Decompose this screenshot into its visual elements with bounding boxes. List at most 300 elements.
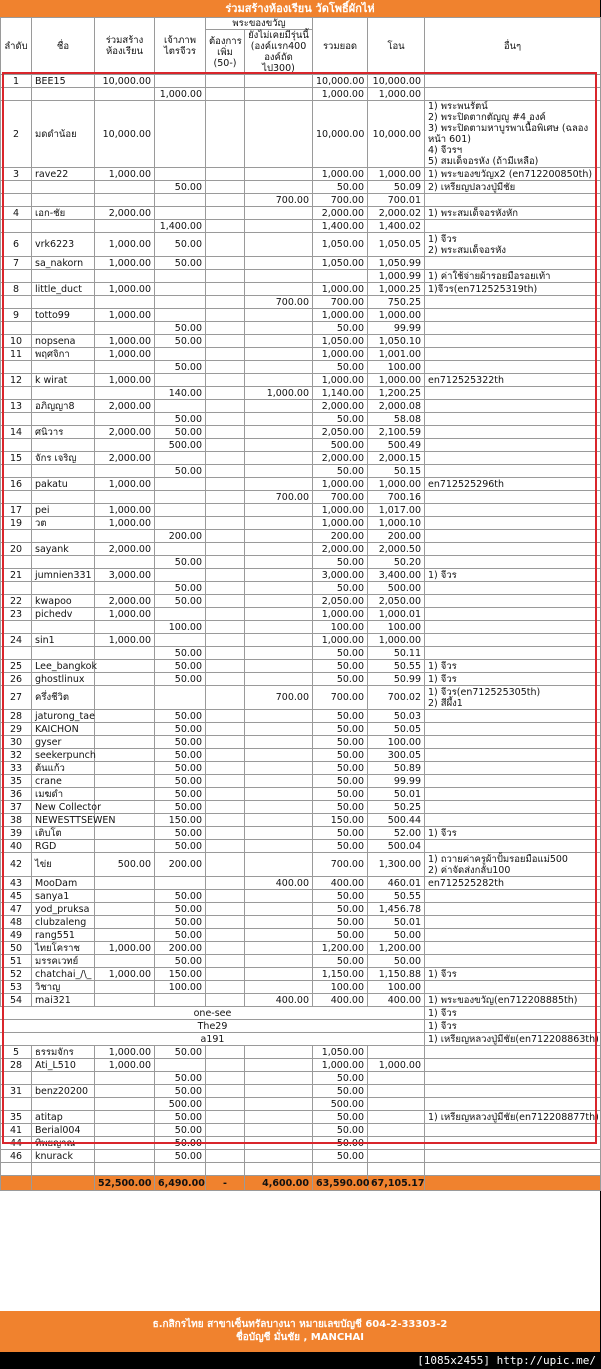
- cell-transfer: [368, 1072, 425, 1085]
- spacer-row: [1, 1163, 601, 1176]
- cell-other: [425, 400, 601, 413]
- table-row: [1, 723, 601, 736]
- cell-amulet-extra: [206, 194, 245, 207]
- cell-classroom: [95, 439, 155, 452]
- cell-amulet-new: [245, 903, 313, 916]
- cell-amulet-new: [245, 465, 313, 478]
- cell-amulet-extra: [206, 814, 245, 827]
- cell-name: [32, 296, 95, 309]
- cell-name: little_duct: [32, 283, 95, 296]
- cell-amulet-extra: [206, 853, 245, 877]
- col-other: อื่นๆ: [425, 18, 601, 75]
- cell-total: 2,050.00: [313, 426, 368, 439]
- cell-amulet-extra: [206, 220, 245, 233]
- cell-seq: 13: [1, 400, 32, 413]
- cell-amulet-extra: [206, 903, 245, 916]
- cell-other: 1) จีวร(en712525305th) 2) สีผึ้ง1: [425, 686, 601, 710]
- cell-name: [32, 413, 95, 426]
- cell-classroom: [95, 220, 155, 233]
- cell-amulet-new: [245, 322, 313, 335]
- table-row: [1, 413, 601, 426]
- cell-portrait: 500.00: [155, 439, 206, 452]
- cell-transfer: 1,000.00: [368, 1059, 425, 1072]
- cell-total: 2,000.00: [313, 543, 368, 556]
- cell-other: [425, 736, 601, 749]
- table-row: [1, 595, 601, 608]
- cell-portrait: 50.00: [155, 955, 206, 968]
- cell-transfer: 10,000.00: [368, 75, 425, 88]
- spacer-cell: [206, 1163, 245, 1176]
- cell-seq: [1, 270, 32, 283]
- cell-transfer: 50.05: [368, 723, 425, 736]
- cell-amulet-new: [245, 439, 313, 452]
- table-row: [1, 75, 601, 88]
- cell-amulet-extra: [206, 374, 245, 387]
- cell-seq: 27: [1, 686, 32, 710]
- cell-total: [313, 270, 368, 283]
- table-row: [1, 1098, 601, 1111]
- cell-transfer: 400.00: [368, 994, 425, 1007]
- cell-seq: 1: [1, 75, 32, 88]
- cell-other: 1) พระสมเด็จอรหังหัก: [425, 207, 601, 220]
- cell-other: en712525322th: [425, 374, 601, 387]
- col-amulet-group: พระของขวัญ: [206, 18, 313, 30]
- table-row: [1, 903, 601, 916]
- cell-seq: 45: [1, 890, 32, 903]
- cell-other: [425, 413, 601, 426]
- cell-other: [425, 710, 601, 723]
- cell-name: pakatu: [32, 478, 95, 491]
- cell-other: [425, 762, 601, 775]
- cell-amulet-new: [245, 1124, 313, 1137]
- cell-classroom: [95, 710, 155, 723]
- cell-amulet-new: [245, 723, 313, 736]
- cell-name: ครึ่งชีวิต: [32, 686, 95, 710]
- cell-classroom: [95, 801, 155, 814]
- cell-seq: [1, 582, 32, 595]
- cell-transfer: 50.55: [368, 660, 425, 673]
- cell-amulet-new: 700.00: [245, 194, 313, 207]
- cell-seq: 39: [1, 827, 32, 840]
- cell-transfer: [368, 1137, 425, 1150]
- cell-transfer: 50.55: [368, 890, 425, 903]
- cell-amulet-extra: [206, 426, 245, 439]
- cell-amulet-extra: [206, 361, 245, 374]
- cell-portrait: 50.00: [155, 595, 206, 608]
- cell-amulet-extra: [206, 723, 245, 736]
- cell-amulet-extra: [206, 840, 245, 853]
- cell-portrait: [155, 994, 206, 1007]
- cell-seq: 5: [1, 1046, 32, 1059]
- cell-classroom: 2,000.00: [95, 400, 155, 413]
- cell-transfer: 1,000.99: [368, 270, 425, 283]
- cell-amulet-new: [245, 348, 313, 361]
- cell-transfer: 50.03: [368, 710, 425, 723]
- cell-other: [425, 621, 601, 634]
- cell-amulet-extra: [206, 413, 245, 426]
- cell-portrait: 50.00: [155, 1150, 206, 1163]
- cell-other: [425, 1085, 601, 1098]
- cell-total: 2,000.00: [313, 207, 368, 220]
- cell-total: 50.00: [313, 840, 368, 853]
- cell-amulet-extra: [206, 1098, 245, 1111]
- cell-classroom: 1,000.00: [95, 517, 155, 530]
- cell-amulet-extra: [206, 775, 245, 788]
- cell-transfer: 1,300.00: [368, 853, 425, 877]
- cell-portrait: 50.00: [155, 335, 206, 348]
- table-row: [1, 543, 601, 556]
- cell-classroom: [95, 1085, 155, 1098]
- table-row: [1, 916, 601, 929]
- cell-transfer: 50.00: [368, 955, 425, 968]
- cell-total: 50.00: [313, 1085, 368, 1098]
- cell-total: 500.00: [313, 1098, 368, 1111]
- cell-portrait: 50.00: [155, 840, 206, 853]
- cell-portrait: 50.00: [155, 1137, 206, 1150]
- cell-amulet-new: [245, 968, 313, 981]
- cell-amulet-extra: [206, 660, 245, 673]
- cell-total: 1,000.00: [313, 517, 368, 530]
- cell-transfer: 460.01: [368, 877, 425, 890]
- cell-classroom: [95, 1072, 155, 1085]
- table-row: [1, 801, 601, 814]
- cell-amulet-new: [245, 207, 313, 220]
- cell-portrait: 50.00: [155, 257, 206, 270]
- cell-portrait: [155, 348, 206, 361]
- cell-total: 2,000.00: [313, 400, 368, 413]
- cell-classroom: [95, 270, 155, 283]
- cell-amulet-new: [245, 595, 313, 608]
- cell-total: 50.00: [313, 660, 368, 673]
- table-row: [1, 710, 601, 723]
- extra-name: a191: [1, 1033, 425, 1046]
- cell-other: [425, 361, 601, 374]
- cell-seq: 16: [1, 478, 32, 491]
- cell-amulet-new: [245, 647, 313, 660]
- cell-amulet-new: [245, 181, 313, 194]
- cell-amulet-new: 700.00: [245, 491, 313, 504]
- cell-amulet-extra: [206, 309, 245, 322]
- cell-transfer: 1,001.00: [368, 348, 425, 361]
- cell-amulet-extra: [206, 749, 245, 762]
- cell-other: [425, 439, 601, 452]
- cell-name: vrk6223: [32, 233, 95, 257]
- cell-total: 500.00: [313, 439, 368, 452]
- cell-other: [425, 903, 601, 916]
- cell-transfer: 50.09: [368, 181, 425, 194]
- col-name: ชื่อ: [32, 18, 95, 75]
- table-row: [1, 1150, 601, 1163]
- cell-amulet-new: [245, 452, 313, 465]
- spacer-cell: [245, 1163, 313, 1176]
- cell-classroom: 1,000.00: [95, 968, 155, 981]
- cell-classroom: 1,000.00: [95, 634, 155, 647]
- cell-seq: 48: [1, 916, 32, 929]
- cell-total: 10,000.00: [313, 75, 368, 88]
- extra-row: [1, 1007, 601, 1020]
- cell-total: 50.00: [313, 775, 368, 788]
- cell-name: ธรรมจักร: [32, 1046, 95, 1059]
- table-row: [1, 1059, 601, 1072]
- cell-name: atitap: [32, 1111, 95, 1124]
- cell-amulet-new: [245, 309, 313, 322]
- cell-total: 50.00: [313, 413, 368, 426]
- cell-name: jaturong_tae: [32, 710, 95, 723]
- cell-transfer: 700.02: [368, 686, 425, 710]
- cell-seq: 22: [1, 595, 32, 608]
- cell-total: 50.00: [313, 582, 368, 595]
- cell-amulet-extra: [206, 801, 245, 814]
- cell-total: 50.00: [313, 929, 368, 942]
- cell-amulet-new: [245, 270, 313, 283]
- cell-amulet-extra: [206, 608, 245, 621]
- table-row: [1, 775, 601, 788]
- cell-total: 50.00: [313, 710, 368, 723]
- cell-total: 10,000.00: [313, 101, 368, 168]
- table-row: [1, 1046, 601, 1059]
- cell-total: 50.00: [313, 556, 368, 569]
- cell-classroom: [95, 1137, 155, 1150]
- cell-total: 50.00: [313, 890, 368, 903]
- cell-transfer: 1,150.88: [368, 968, 425, 981]
- extra-other: 1) จีวร: [425, 1020, 601, 1033]
- cell-seq: [1, 491, 32, 504]
- cell-classroom: 2,000.00: [95, 452, 155, 465]
- table-row: [1, 762, 601, 775]
- cell-classroom: 1,000.00: [95, 257, 155, 270]
- cell-transfer: 500.44: [368, 814, 425, 827]
- cell-classroom: 1,000.00: [95, 608, 155, 621]
- cell-amulet-new: [245, 890, 313, 903]
- cell-portrait: [155, 491, 206, 504]
- cell-total: 50.00: [313, 1137, 368, 1150]
- cell-portrait: [155, 309, 206, 322]
- cell-classroom: [95, 736, 155, 749]
- cell-total: 2,000.00: [313, 452, 368, 465]
- col-amulet-extra: ต้องการเพิ่ม (50-): [206, 30, 245, 75]
- cell-seq: 52: [1, 968, 32, 981]
- table-row: [1, 168, 601, 181]
- total-seq: [1, 1176, 32, 1191]
- cell-seq: 15: [1, 452, 32, 465]
- cell-name: ศนิวาร: [32, 426, 95, 439]
- cell-transfer: 500.04: [368, 840, 425, 853]
- cell-portrait: 50.00: [155, 1085, 206, 1098]
- cell-amulet-new: [245, 762, 313, 775]
- cell-name: ไข่ย: [32, 853, 95, 877]
- cell-total: 3,000.00: [313, 569, 368, 582]
- cell-other: [425, 296, 601, 309]
- cell-name: Berial004: [32, 1124, 95, 1137]
- cell-seq: [1, 556, 32, 569]
- total-classroom: 52,500.00: [95, 1176, 155, 1191]
- cell-transfer: 100.00: [368, 621, 425, 634]
- cell-portrait: 50.00: [155, 801, 206, 814]
- cell-classroom: 1,000.00: [95, 478, 155, 491]
- cell-transfer: [368, 1046, 425, 1059]
- cell-total: 50.00: [313, 762, 368, 775]
- cell-portrait: 50.00: [155, 233, 206, 257]
- cell-amulet-extra: [206, 283, 245, 296]
- cell-total: 100.00: [313, 981, 368, 994]
- cell-name: nopsena: [32, 335, 95, 348]
- cell-name: knurack: [32, 1150, 95, 1163]
- cell-name: จักร เจริญ: [32, 452, 95, 465]
- cell-classroom: [95, 1124, 155, 1137]
- cell-amulet-new: [245, 556, 313, 569]
- spacer-cell: [32, 1163, 95, 1176]
- cell-classroom: [95, 827, 155, 840]
- cell-classroom: 1,000.00: [95, 348, 155, 361]
- cell-seq: 41: [1, 1124, 32, 1137]
- cell-classroom: [95, 413, 155, 426]
- spacer-cell: [95, 1163, 155, 1176]
- cell-amulet-new: [245, 257, 313, 270]
- cell-classroom: [95, 530, 155, 543]
- cell-portrait: 50.00: [155, 673, 206, 686]
- cell-amulet-extra: [206, 1137, 245, 1150]
- cell-amulet-new: [245, 608, 313, 621]
- cell-name: [32, 439, 95, 452]
- cell-amulet-extra: [206, 981, 245, 994]
- cell-amulet-extra: [206, 257, 245, 270]
- cell-total: 50.00: [313, 903, 368, 916]
- total-name: [32, 1176, 95, 1191]
- table-row: [1, 426, 601, 439]
- cell-amulet-new: [245, 775, 313, 788]
- cell-seq: [1, 220, 32, 233]
- cell-classroom: 10,000.00: [95, 75, 155, 88]
- cell-portrait: [155, 877, 206, 890]
- cell-portrait: 50.00: [155, 556, 206, 569]
- cell-amulet-extra: [206, 994, 245, 1007]
- cell-name: BEE15: [32, 75, 95, 88]
- cell-amulet-new: [245, 517, 313, 530]
- cell-name: rave22: [32, 168, 95, 181]
- cell-portrait: 500.00: [155, 1098, 206, 1111]
- cell-seq: 42: [1, 853, 32, 877]
- cell-classroom: 2,000.00: [95, 207, 155, 220]
- cell-transfer: 1,050.99: [368, 257, 425, 270]
- cell-transfer: 1,000.00: [368, 88, 425, 101]
- cell-seq: [1, 530, 32, 543]
- cell-amulet-new: [245, 840, 313, 853]
- cell-transfer: 1,000.00: [368, 634, 425, 647]
- cell-amulet-new: [245, 916, 313, 929]
- cell-classroom: 2,000.00: [95, 543, 155, 556]
- cell-portrait: 200.00: [155, 853, 206, 877]
- table-row: [1, 439, 601, 452]
- cell-name: [32, 88, 95, 101]
- cell-amulet-new: [245, 374, 313, 387]
- col-transfer: โอน: [368, 18, 425, 75]
- cell-amulet-new: [245, 543, 313, 556]
- cell-other: [425, 608, 601, 621]
- cell-transfer: 2,050.00: [368, 595, 425, 608]
- cell-other: 1) จีวร: [425, 569, 601, 582]
- cell-seq: 30: [1, 736, 32, 749]
- cell-name: เมฆดำ: [32, 788, 95, 801]
- cell-amulet-new: [245, 283, 313, 296]
- cell-total: 1,150.00: [313, 968, 368, 981]
- cell-amulet-new: [245, 426, 313, 439]
- cell-name: [32, 1072, 95, 1085]
- cell-amulet-extra: [206, 968, 245, 981]
- cell-total: 1,000.00: [313, 1059, 368, 1072]
- cell-seq: 46: [1, 1150, 32, 1163]
- cell-seq: 28: [1, 710, 32, 723]
- table-row: [1, 207, 601, 220]
- cell-name: clubzaleng: [32, 916, 95, 929]
- col-classroom: ร่วมสร้างห้องเรียน: [95, 18, 155, 75]
- cell-portrait: [155, 374, 206, 387]
- spacer-cell: [1, 1163, 32, 1176]
- cell-total: 1,050.00: [313, 1046, 368, 1059]
- cell-other: [425, 491, 601, 504]
- table-row: [1, 1137, 601, 1150]
- header-row-1: [1, 18, 601, 30]
- cell-other: [425, 75, 601, 88]
- cell-amulet-extra: [206, 322, 245, 335]
- cell-transfer: [368, 1150, 425, 1163]
- cell-portrait: 50.00: [155, 723, 206, 736]
- cell-total: 1,050.00: [313, 257, 368, 270]
- cell-classroom: [95, 890, 155, 903]
- cell-seq: 43: [1, 877, 32, 890]
- cell-name: sin1: [32, 634, 95, 647]
- cell-classroom: 500.00: [95, 853, 155, 877]
- cell-name: [32, 530, 95, 543]
- cell-transfer: 50.01: [368, 788, 425, 801]
- cell-portrait: 50.00: [155, 660, 206, 673]
- cell-classroom: [95, 491, 155, 504]
- cell-portrait: 100.00: [155, 981, 206, 994]
- cell-seq: 50: [1, 942, 32, 955]
- table-row: [1, 348, 601, 361]
- cell-name: [32, 621, 95, 634]
- cell-amulet-new: [245, 1085, 313, 1098]
- cell-amulet-new: [245, 233, 313, 257]
- cell-portrait: [155, 452, 206, 465]
- cell-other: [425, 916, 601, 929]
- cell-seq: 12: [1, 374, 32, 387]
- col-total: รวมยอด: [313, 18, 368, 75]
- cell-amulet-new: [245, 1111, 313, 1124]
- cell-amulet-extra: [206, 296, 245, 309]
- cell-classroom: [95, 556, 155, 569]
- cell-amulet-new: [245, 1072, 313, 1085]
- cell-classroom: [95, 296, 155, 309]
- cell-seq: [1, 194, 32, 207]
- cell-name: ทิพยญาณ: [32, 1137, 95, 1150]
- cell-seq: 32: [1, 749, 32, 762]
- extra-row: [1, 1033, 601, 1046]
- cell-total: 1,000.00: [313, 168, 368, 181]
- cell-portrait: 50.00: [155, 647, 206, 660]
- cell-name: rang551: [32, 929, 95, 942]
- cell-other: [425, 775, 601, 788]
- cell-classroom: [95, 916, 155, 929]
- cell-seq: 7: [1, 257, 32, 270]
- table-row: [1, 400, 601, 413]
- cell-portrait: 50.00: [155, 916, 206, 929]
- cell-total: 50.00: [313, 788, 368, 801]
- cell-name: New Collector: [32, 801, 95, 814]
- cell-amulet-extra: [206, 88, 245, 101]
- cell-classroom: [95, 788, 155, 801]
- cell-other: 1) ถวายค่าครูผ้าปั้มรอยมือแม่500 2) ค่าจัดส่งกลับ100: [425, 853, 601, 877]
- cell-classroom: 10,000.00: [95, 101, 155, 168]
